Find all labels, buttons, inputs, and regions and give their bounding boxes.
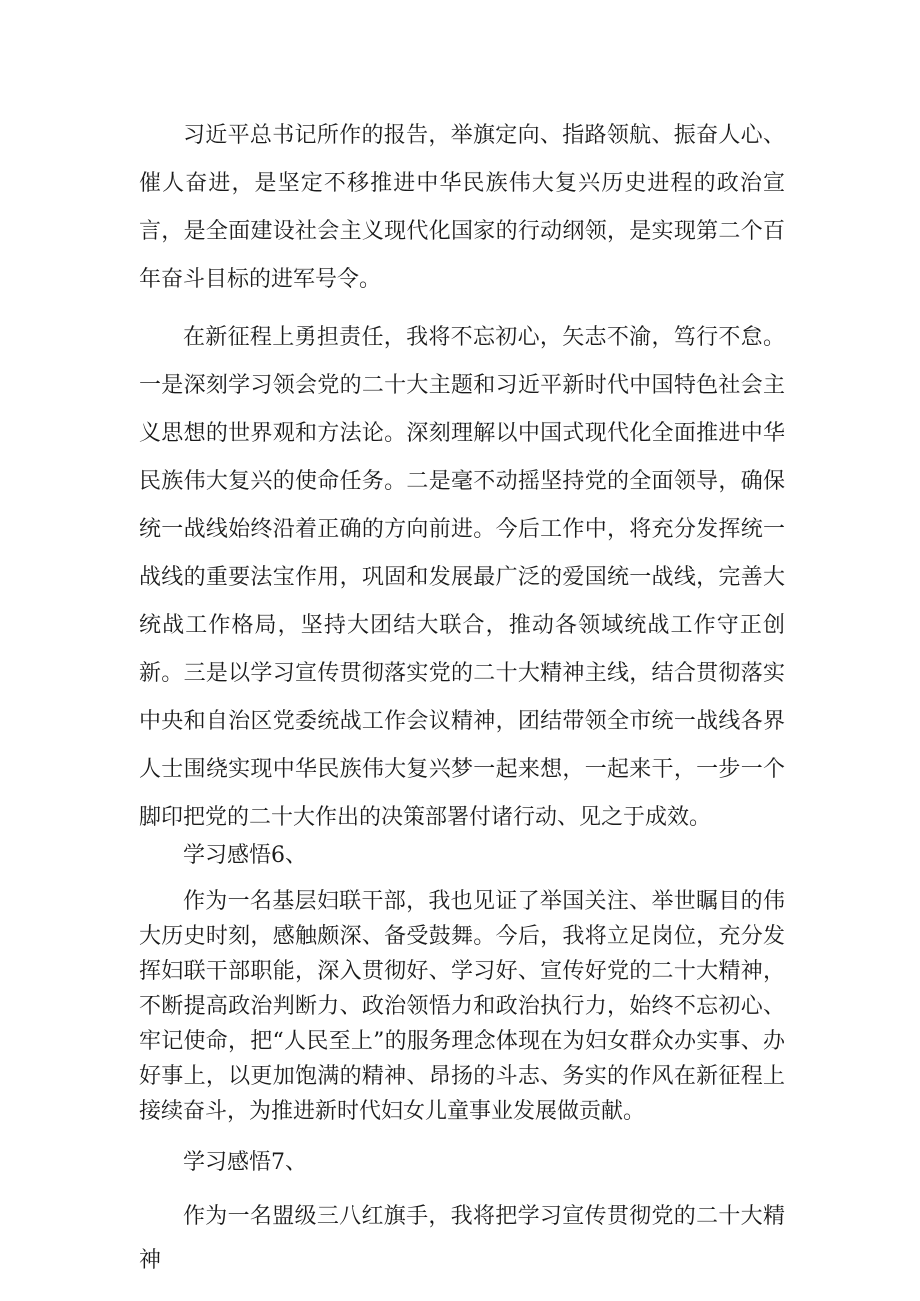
paragraph-report-significance: 习近平总书记所作的报告，举旗定向、指路领航、振奋人心、催人奋进，是坚定不移推进中华民族伟大复兴历史进程的政治宣言，是全面建设社会主义现代化国家的行动纲领，是实现第二个百年奋斗目标的进军号令。: [139, 123, 785, 292]
section-heading-insight-7: 学习感悟7、: [183, 1150, 307, 1175]
section-heading-insight-6: 学习感悟6、: [183, 843, 307, 868]
paragraph-womens-federation-cadre: 作为一名基层妇联干部，我也见证了举国关注、举世瞩目的伟大历史时刻，感触颇深、备受鼓舞。今后，我将立足岗位，充分发挥妇联干部职能，深入贯彻好、学习好、宣传好党的二十大精神，不断提高政治判断力、政治领悟力和政治执行力，始终不忘初心、牢记使命，把“人民至上”的服务理念体现在为妇女群众办实事、办好事上，以更加饱满的精神、昂扬的斗志、务实的作风在新征程上接续奋斗，为推进新时代妇女儿童事业发展做贡献。: [139, 889, 785, 1124]
document-page: [139, 112, 785, 1283]
paragraph-red-banner-pacesetter: 作为一名盟级三八红旗手，我将把学习宣传贯彻党的二十大精神: [139, 1204, 785, 1273]
paragraph-new-journey-responsibility: 在新征程上勇担责任，我将不忘初心，矢志不渝，笃行不怠。一是深刻学习领会党的二十大主题和习近平新时代中国特色社会主义思想的世界观和方法论。深刻理解以中国式现代化全面推进中华民族伟大复兴的使命任务。二是毫不动摇坚持党的全面领导，确保统一战线始终沿着正确的方向前进。今后工作中，将充分发挥统一战线的重要法宝作用，巩固和发展最广泛的爱国统一战线，完善大统战工作格局，坚持大团结大联合，推动各领域统战工作守正创新。三是以学习宣传贯彻落实党的二十大精神主线，结合贯彻落实中央和自治区党委统战工作会议精神，团结带领全市统一战线各界人士围绕实现中华民族伟大复兴梦一起来想，一起来干，一步一个脚印把党的二十大作出的决策部署付诸行动、见之于成效。: [139, 325, 785, 830]
